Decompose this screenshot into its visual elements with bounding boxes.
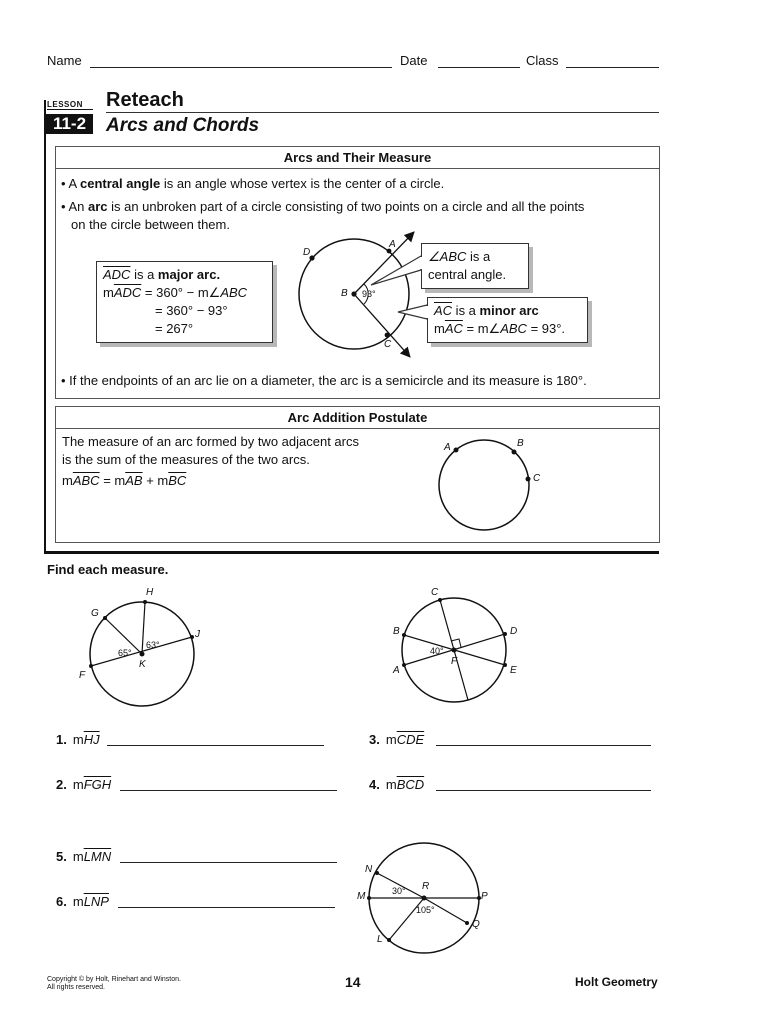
f2-d-label: D — [510, 626, 518, 637]
q4-arc: $\overline{BCD}$ — [396, 777, 425, 792]
q5-arc: $\overline{LMN}$ — [83, 849, 112, 864]
copyright-line2: All rights reserved. — [47, 984, 105, 991]
arcs-measure-heading: Arcs and Their Measure — [56, 147, 659, 169]
minor-l2-mid: = m∠ — [462, 321, 501, 336]
f1-f-label: F — [79, 670, 86, 681]
q2-num: 2. — [56, 777, 67, 792]
f2-b-label: B — [393, 626, 400, 637]
f3-p-label: P — [481, 891, 488, 902]
q3-m: m — [385, 732, 397, 747]
f3-angle-105: 105° — [416, 905, 435, 915]
fig-b-label: B — [341, 288, 348, 299]
minor-l2-angle: ABC — [500, 321, 527, 336]
minor-l2-pre: m — [434, 321, 445, 336]
copyright — [47, 976, 181, 992]
lesson-tag: LESSON — [47, 100, 93, 110]
q1-arc: $\overline{HJ}$ — [83, 732, 100, 747]
f-arc3: $\overline{BC}$ — [168, 473, 187, 488]
q6-arc: $\overline{LNP}$ — [83, 894, 109, 909]
major-term: major arc. — [157, 267, 221, 282]
major-l2-angle: ABC — [220, 285, 248, 300]
minor-l2-post: = 93°. — [526, 321, 566, 336]
q4-m: m — [385, 777, 397, 792]
b2-post2: on the circle between them. — [71, 217, 230, 232]
q6-num: 6. — [56, 894, 67, 909]
major-l2-pre: m — [103, 285, 114, 300]
arc-addition-heading: Arc Addition Postulate — [56, 407, 659, 429]
date-label: Date — [400, 53, 428, 68]
q1-m: m — [72, 732, 84, 747]
b2-pre: • An — [61, 199, 88, 214]
aa-b-label: B — [517, 438, 524, 449]
f1-angle-65: 65° — [118, 648, 132, 658]
major-l2-post: = 360° − m∠ — [141, 285, 221, 300]
f3-r-label: R — [422, 881, 430, 892]
f2-e-label: E — [510, 665, 517, 676]
minor-l2-arc: $\overline{AC}$ — [444, 321, 463, 336]
f3-q-label: Q — [472, 919, 480, 930]
q3-num: 3. — [369, 732, 380, 747]
name-label: Name — [47, 53, 82, 68]
central-angle-name: ∠ABC — [428, 249, 467, 264]
b2-post1: is an unbroken part of a circle consisting of two points on a circle and all the points — [107, 199, 585, 214]
q5-num: 5. — [56, 849, 67, 864]
page-subtitle: Arcs and Chords — [106, 115, 260, 136]
f2-a-label: A — [393, 665, 400, 676]
fig-angle-label: 93° — [362, 289, 376, 299]
b1-term: central angle — [80, 176, 161, 191]
minor-arc-name: $\overline{AC}$ — [434, 303, 453, 318]
f2-c-label: C — [431, 587, 439, 598]
b1-pre: • A — [61, 176, 81, 191]
f3-m-label: M — [357, 891, 366, 902]
f3-angle-30: 30° — [392, 886, 406, 896]
bullet-semicircle: • If the endpoints of an arc lie on a diameter, the arc is a semicircle and its measure is 180°. — [61, 373, 587, 388]
minor-is-a: is a — [452, 303, 480, 318]
f1-angle-63: 63° — [146, 640, 160, 650]
fig-a-label: A — [389, 239, 396, 250]
f-arc1: $\overline{ABC}$ — [72, 473, 100, 488]
f1-h-label: H — [146, 587, 154, 598]
find-each-title: Find each measure. — [47, 562, 169, 577]
fig-c-label: C — [384, 339, 392, 350]
f-eq: = m — [99, 473, 126, 488]
central-l2: central angle. — [428, 267, 507, 282]
major-arc-name: $\overline{ADC}$ — [103, 267, 131, 282]
f1-j-label: J — [195, 629, 200, 640]
copyright-line1: Copyright © by Holt, Rinehart and Winston. — [47, 976, 181, 983]
arc-addition-line1: The measure of an arc formed by two adjacent arcs — [62, 434, 359, 449]
q5-m: m — [72, 849, 84, 864]
major-l4: = 267° — [155, 321, 194, 336]
b2-term: arc — [87, 199, 108, 214]
f3-n-label: N — [365, 864, 373, 875]
f3-l-label: L — [377, 934, 383, 945]
b1-post: is an angle whose vertex is the center of a circle. — [160, 176, 445, 191]
q4-num: 4. — [369, 777, 380, 792]
f-m1: m — [62, 473, 73, 488]
q6-m: m — [72, 894, 84, 909]
q1-num: 1. — [56, 732, 67, 747]
book-title: Holt Geometry — [575, 975, 658, 989]
f2-f-label: F — [451, 656, 458, 667]
aa-a-label: A — [444, 442, 451, 453]
q2-m: m — [72, 777, 84, 792]
f1-k-label: K — [139, 659, 146, 670]
page-title: Reteach — [106, 89, 184, 111]
major-is-a: is a — [130, 267, 158, 282]
lesson-number: 11-2 — [46, 114, 93, 134]
f2-angle-40: 40° — [430, 646, 444, 656]
major-l2-arc: $\overline{ADC}$ — [113, 285, 142, 300]
page-number: 14 — [345, 974, 361, 990]
fig-d-label: D — [303, 247, 311, 258]
arc-addition-line2: is the sum of the measures of the two arcs. — [62, 452, 310, 467]
aa-c-label: C — [533, 473, 541, 484]
q3-arc: $\overline{CDE}$ — [396, 732, 425, 747]
q2-arc: $\overline{FGH}$ — [83, 777, 112, 792]
minor-term: minor arc — [479, 303, 539, 318]
major-l3: = 360° − 93° — [155, 303, 228, 318]
class-label: Class — [526, 53, 559, 68]
f1-g-label: G — [91, 608, 99, 619]
central-l1-post: is a — [466, 249, 491, 264]
f-plus: + m — [142, 473, 169, 488]
f-arc2: $\overline{AB}$ — [125, 473, 143, 488]
